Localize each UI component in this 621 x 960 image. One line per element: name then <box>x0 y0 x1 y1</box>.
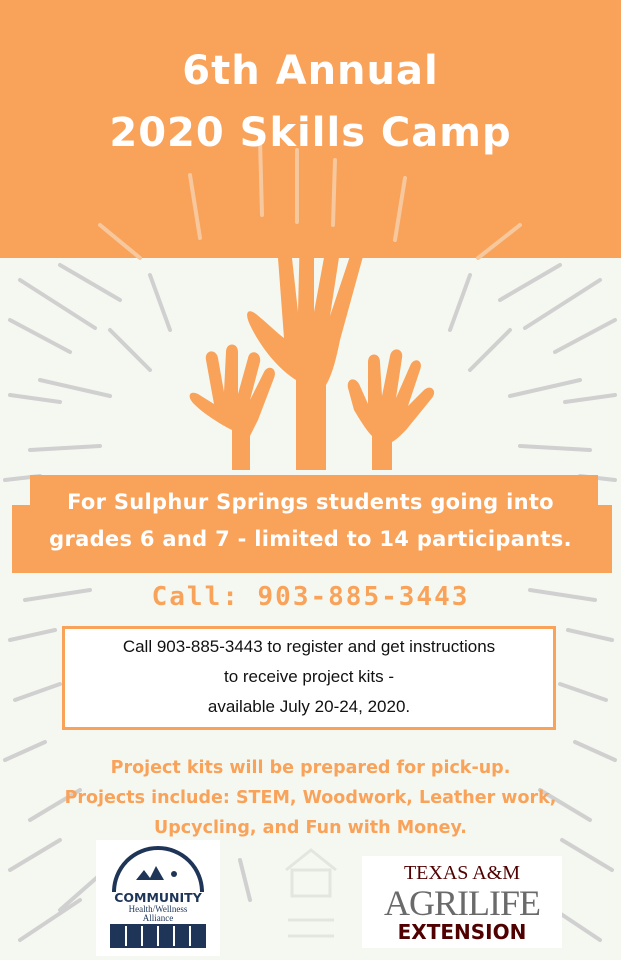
kits-line-2: Projects include: STEM, Woodwork, Leather work, <box>64 788 557 808</box>
banner-line-2: grades 6 and 7 - limited to 14 participants. <box>49 527 572 551</box>
kits-line-3: Upcycling, and Fun with Money. <box>154 818 467 838</box>
agrilife-logo-line-2: AGRILIFE <box>384 883 540 923</box>
info-line-1: Call 903-885-3443 to register and get instructions <box>122 637 496 656</box>
banner-line-1: For Sulphur Springs students going into <box>67 490 554 514</box>
title-line-2: 2020 Skills Camp <box>109 110 512 156</box>
agrilife-logo-line-3: EXTENSION <box>397 920 527 944</box>
community-alliance-logo <box>96 840 220 956</box>
community-logo-title: COMMUNITY <box>114 890 202 905</box>
info-line-2: to receive project kits - <box>223 667 395 686</box>
agrilife-extension-logo <box>362 856 562 948</box>
kits-line-1: Project kits will be prepared for pick-up. <box>110 758 511 778</box>
community-logo-subtitle: Health/Wellness <box>128 904 188 914</box>
raised-hands-illustration <box>190 221 434 470</box>
agrilife-logo-line-1: TEXAS A&M <box>403 862 521 884</box>
info-line-3: available July 20-24, 2020. <box>207 697 411 716</box>
title-line-1: 6th Annual <box>182 48 439 94</box>
call-phone-heading: Call: 903-885-3443 <box>151 582 470 612</box>
community-logo-alliance: Alliance <box>142 913 174 923</box>
faint-center-emblem <box>268 840 354 952</box>
registration-info-box <box>62 626 556 730</box>
